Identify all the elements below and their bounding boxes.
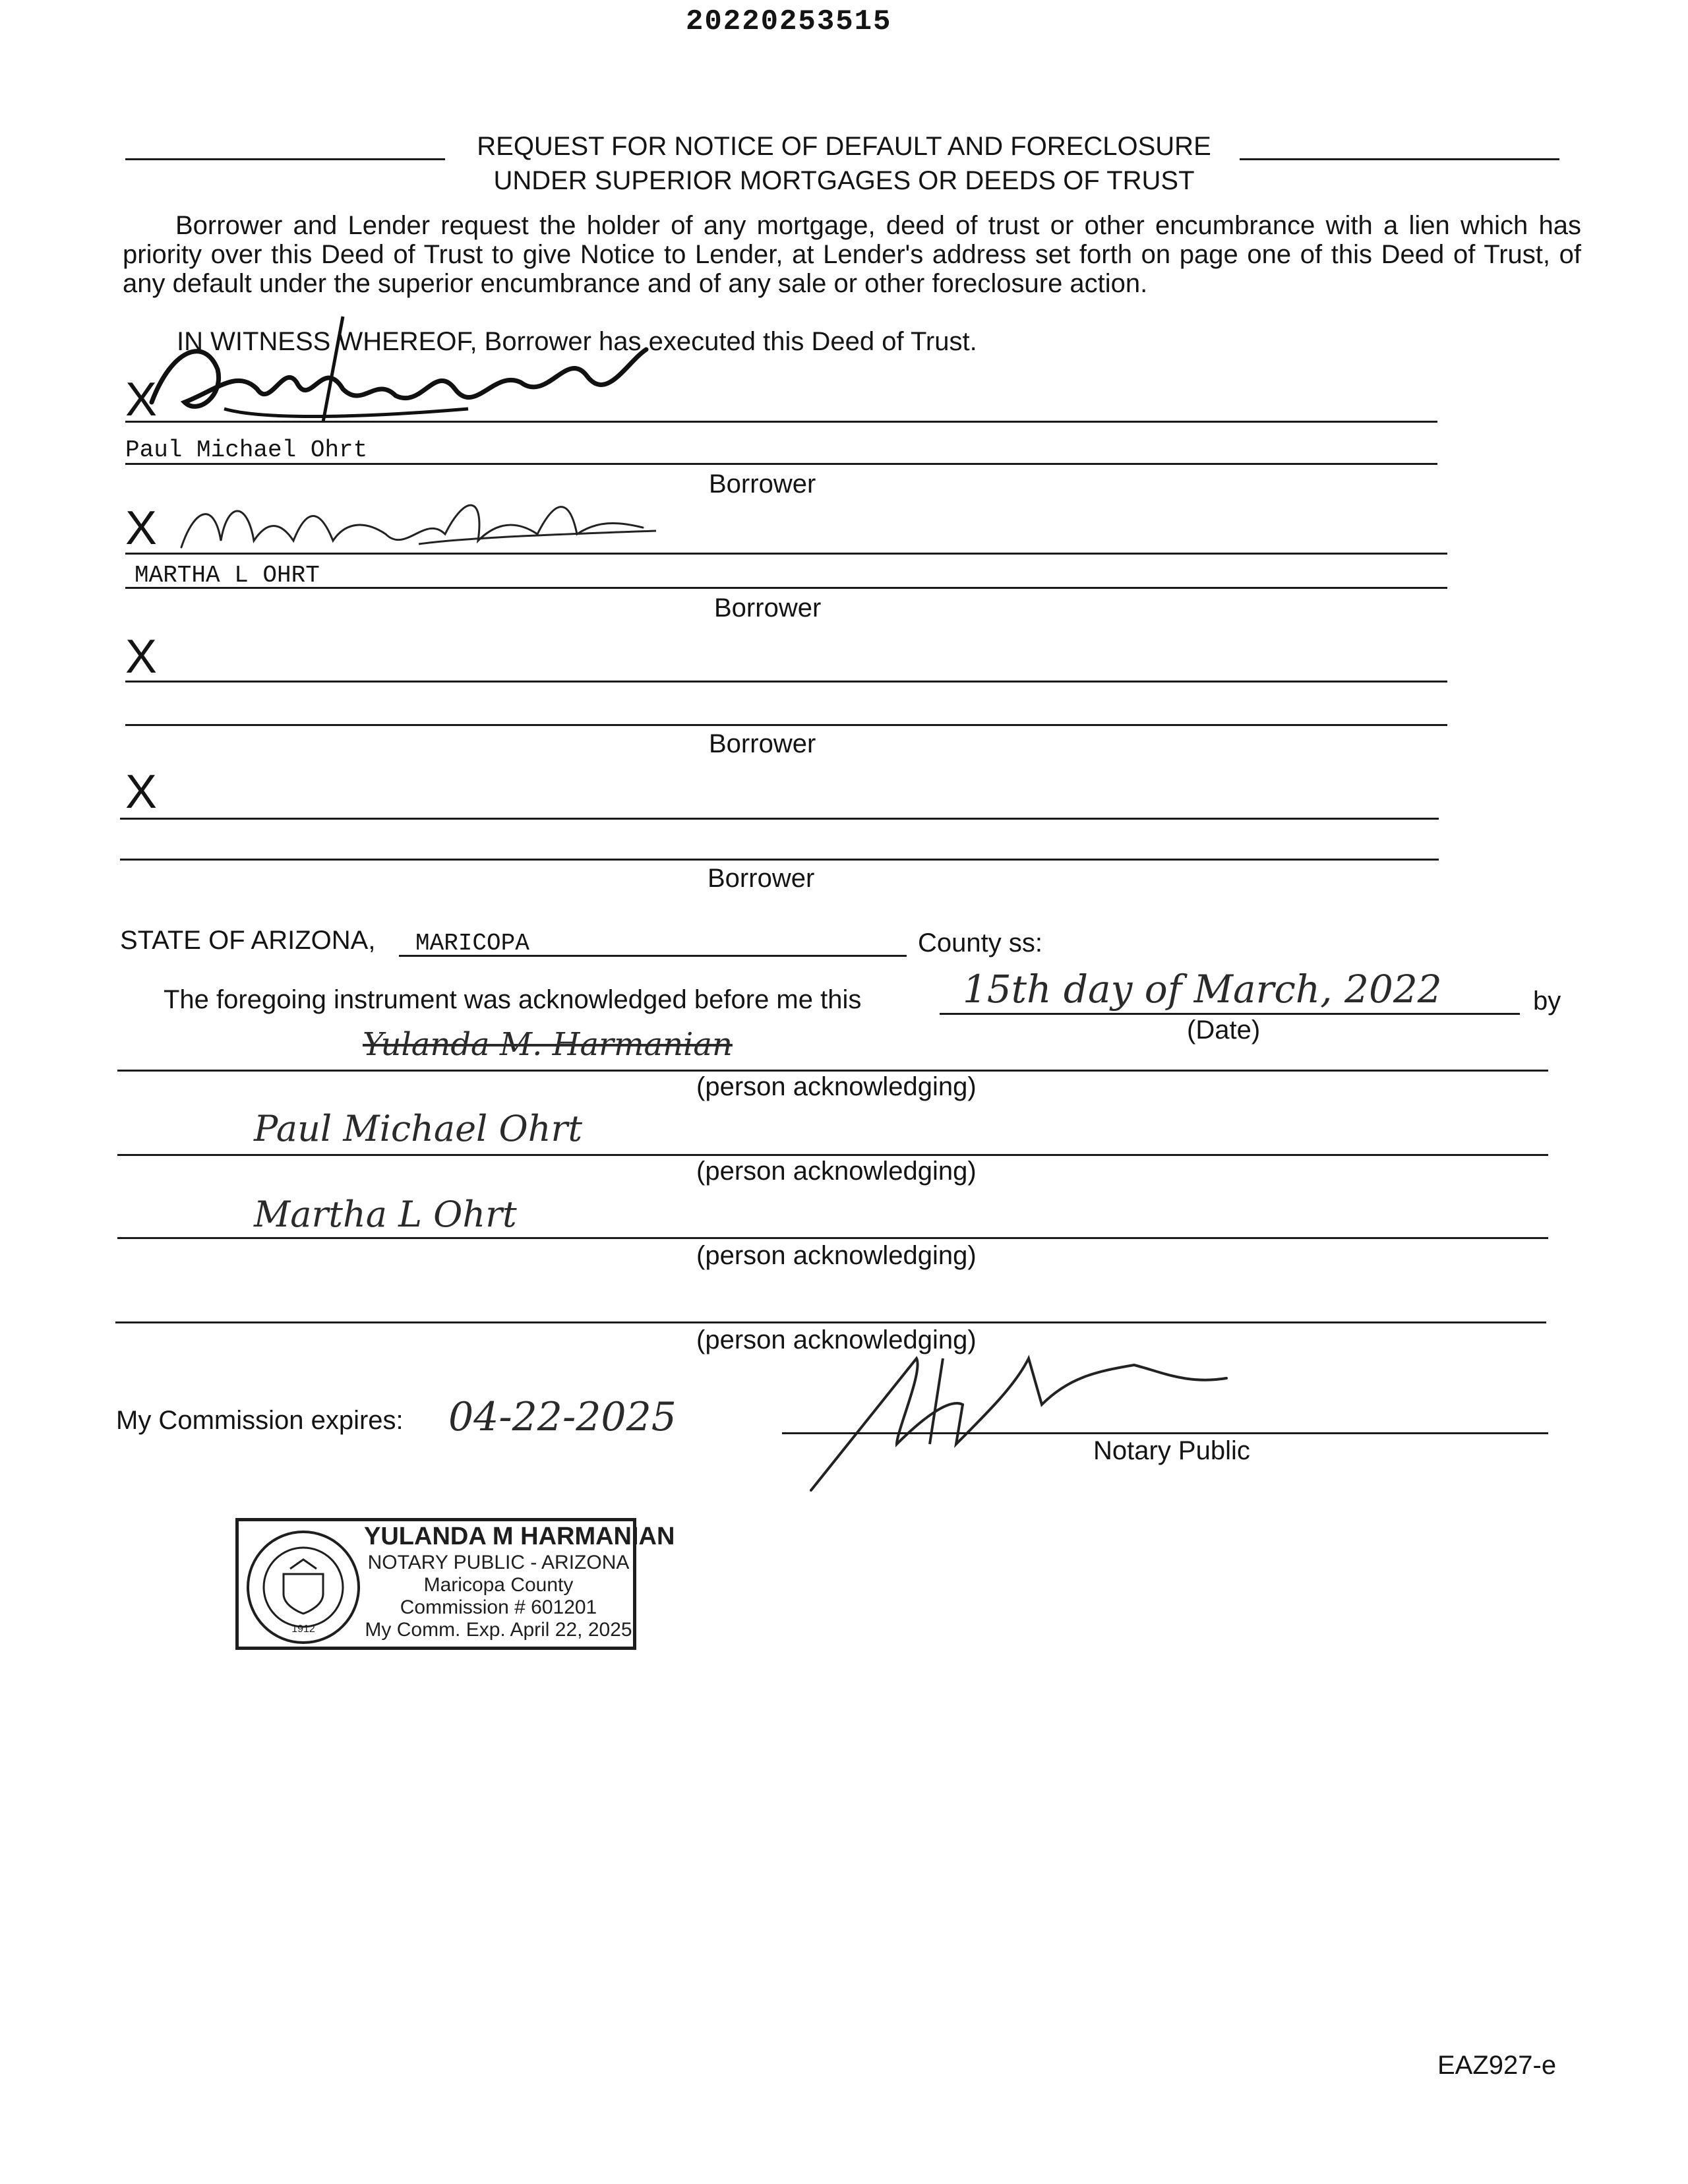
- name-line-3: [125, 724, 1447, 726]
- date-caption: (Date): [1187, 1016, 1261, 1045]
- name-line-4: [120, 859, 1439, 861]
- acknowledgment-date-handwritten: 15th day of March, 2022: [963, 967, 1442, 1012]
- witness-statement: IN WITNESS WHEREOF, Borrower has executed this Deed of Trust.: [177, 327, 977, 356]
- person-line-3: [117, 1237, 1548, 1239]
- person-caption-1: (person acknowledging): [696, 1072, 977, 1101]
- by-label: by: [1533, 986, 1561, 1016]
- borrower-caption-1: Borrower: [709, 470, 816, 499]
- commission-label: My Commission expires:: [116, 1406, 404, 1435]
- person-acknowledging-1: Yulanda M. Harmanian: [363, 1026, 733, 1063]
- stamp-name: YULANDA M HARMANIAN: [364, 1523, 675, 1550]
- person-line-2: [117, 1154, 1548, 1156]
- title-line-2: UNDER SUPERIOR MORTGAGES OR DEEDS OF TRUST: [493, 166, 1195, 195]
- signature-x-mark-4: X: [125, 766, 158, 818]
- signature-line-1: [125, 421, 1437, 423]
- person-caption-3: (person acknowledging): [696, 1241, 977, 1270]
- person-acknowledging-2: Paul Michael Ohrt: [254, 1108, 583, 1149]
- state-label: STATE OF ARIZONA,: [120, 926, 376, 955]
- notary-stamp: [235, 1518, 675, 1650]
- title-rule-left: [125, 158, 445, 160]
- person-caption-2: (person acknowledging): [696, 1157, 977, 1186]
- body-paragraph: Borrower and Lender request the holder of any mortgage, deed of trust or other encumbrance with a lien which has priority over this Deed of Trust to give Notice to Lender, at Lender's address set forth on page one of this Deed of Trust, of any default under the superior encumbrance and of any sale or other foreclosure action.: [123, 211, 1581, 298]
- county-label: County ss:: [918, 928, 1042, 957]
- commission-expiry-handwritten: 04-22-2025: [448, 1394, 677, 1440]
- signature-x-mark-2: X: [125, 502, 158, 555]
- county-underline: [399, 955, 907, 957]
- county-value: MARICOPA: [415, 930, 529, 957]
- borrower-caption-3: Borrower: [709, 729, 816, 758]
- signature-x-mark-1: X: [125, 373, 158, 426]
- notary-public-label: Notary Public: [1093, 1436, 1250, 1465]
- state-seal-icon: [244, 1528, 363, 1647]
- borrower-caption-4: Borrower: [708, 864, 815, 893]
- name-line-2: [125, 587, 1447, 589]
- title-rule-right: [1240, 158, 1559, 160]
- signature-line-3: [125, 681, 1447, 682]
- borrower-name-1: Paul Michael Ohrt: [125, 437, 368, 464]
- person-line-4: [115, 1321, 1546, 1323]
- person-line-1: [117, 1070, 1548, 1072]
- signature-line-4: [120, 818, 1439, 820]
- person-caption-4: (person acknowledging): [696, 1325, 977, 1354]
- svg-text:1912: 1912: [291, 1623, 315, 1635]
- notary-signature-line: [782, 1432, 1548, 1434]
- name-line-1: [125, 463, 1437, 465]
- form-code: EAZ927-e: [1437, 2051, 1557, 2080]
- person-acknowledging-3: Martha L Ohrt: [254, 1194, 517, 1235]
- signature-martha-ohrt: [168, 481, 669, 561]
- date-line: [940, 1013, 1520, 1015]
- borrower-caption-2: Borrower: [714, 593, 822, 622]
- stamp-commission: Commission # 601201: [400, 1596, 597, 1618]
- borrower-name-2: MARTHA L OHRT: [135, 562, 320, 589]
- acknowledgment-statement: The foregoing instrument was acknowledged before me this: [164, 985, 862, 1014]
- title-line-1: REQUEST FOR NOTICE OF DEFAULT AND FORECLOSURE: [477, 132, 1211, 161]
- notary-signature: [791, 1332, 1240, 1503]
- signature-line-2: [125, 553, 1447, 555]
- stamp-county: Maricopa County: [423, 1574, 574, 1596]
- recording-number: 20220253515: [686, 5, 892, 38]
- stamp-title: NOTARY PUBLIC - ARIZONA: [367, 1552, 630, 1573]
- stamp-expires: My Comm. Exp. April 22, 2025: [365, 1619, 632, 1641]
- signature-x-mark-3: X: [125, 630, 158, 683]
